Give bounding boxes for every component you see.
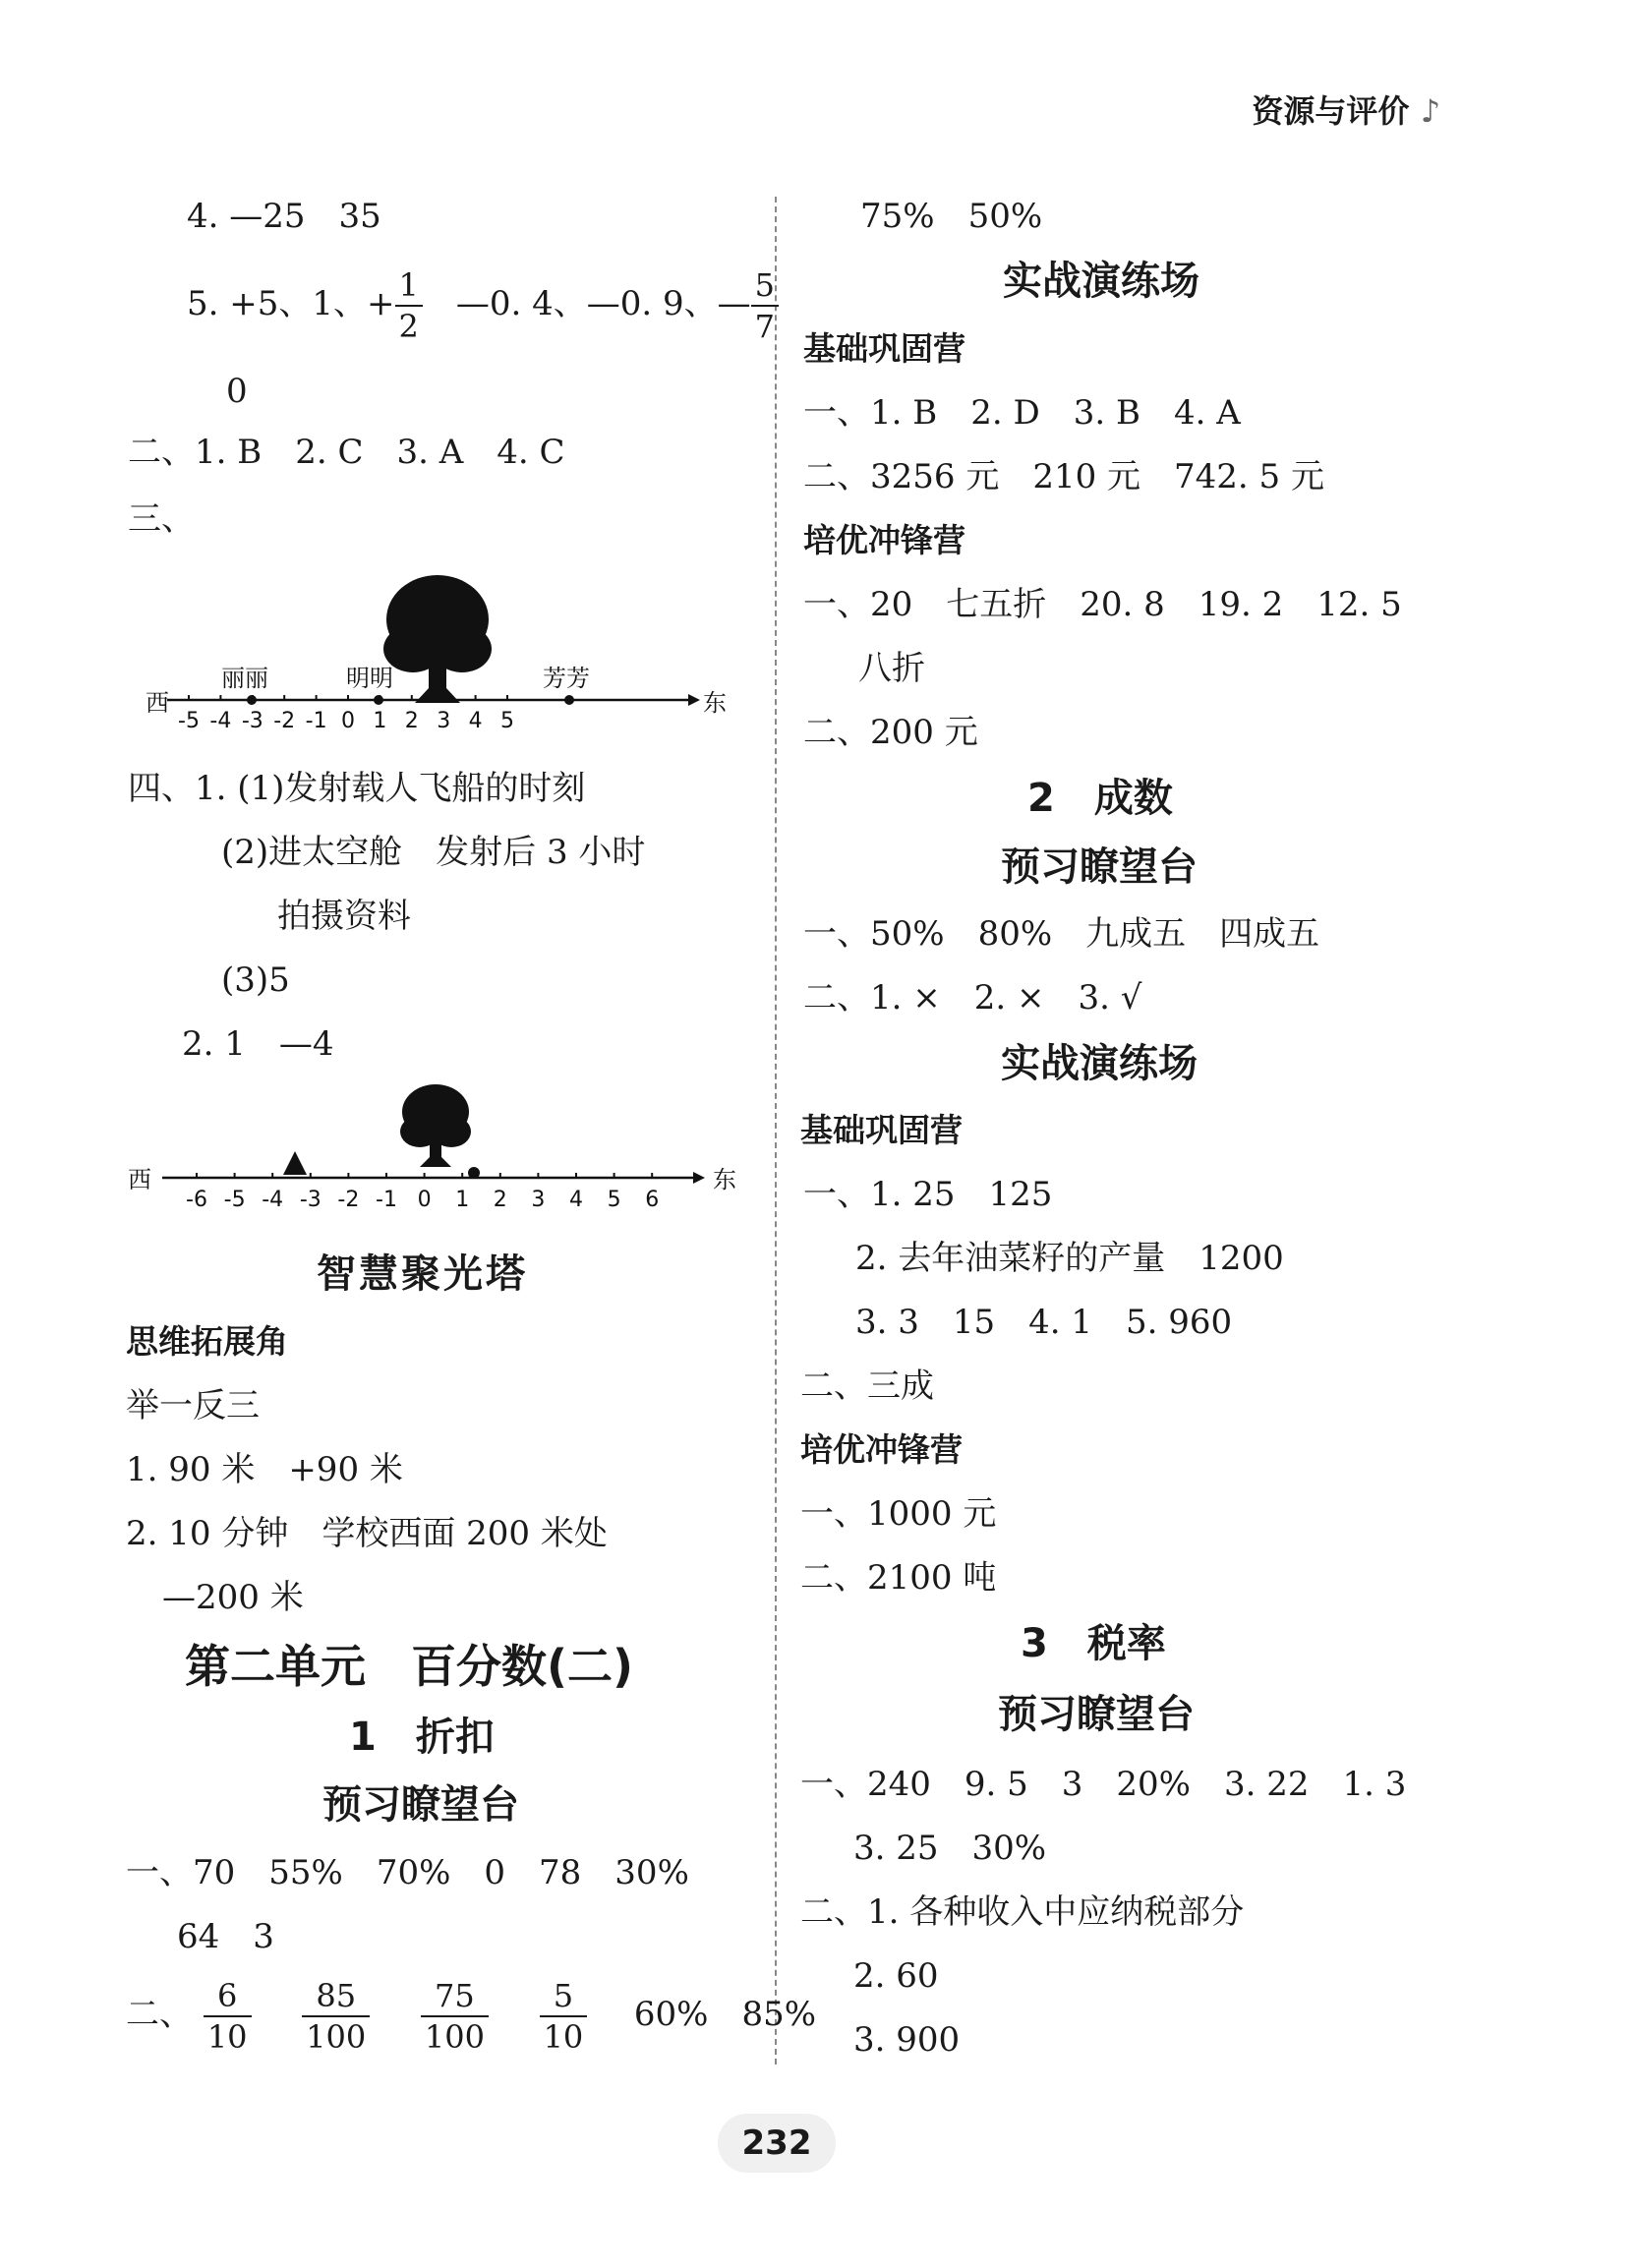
fraction-numerator: 1	[395, 265, 423, 307]
fraction	[751, 265, 779, 346]
fraction-denominator: 7	[754, 308, 775, 345]
fraction	[395, 265, 423, 346]
answer-line: 拍摄资料	[277, 897, 411, 936]
column-divider	[775, 197, 777, 2064]
answer-line: 2. 1 —4	[182, 1024, 334, 1064]
section-heading: 预习瞭望台	[322, 1782, 519, 1828]
fraction-denominator: 2	[398, 308, 419, 345]
section-heading: 预习瞭望台	[998, 1692, 1195, 1737]
answer-line: 1. 90 米 +90 米	[126, 1450, 403, 1489]
answer-text: 5. +5、1、+	[187, 284, 395, 323]
answer-line: 一、1. 25 125	[803, 1175, 1053, 1214]
answer-line: 二、三成	[800, 1367, 934, 1406]
lesson-title: 3 税率	[1021, 1621, 1166, 1666]
answer-line-fractions	[187, 265, 779, 346]
lesson-title: 2 成数	[1027, 776, 1173, 821]
tick-label: -2	[337, 1188, 360, 1212]
fraction-denominator: 100	[306, 2018, 367, 2056]
fraction-numerator: 5	[540, 1976, 588, 2017]
answer-line: 二、2100 吨	[800, 1558, 997, 1598]
answer-text: —0. 4、—0. 9、—	[422, 284, 751, 323]
tick-label: -1	[305, 709, 327, 733]
number-line-diagram-2	[123, 1076, 752, 1224]
answer-text: 二、	[126, 1995, 193, 2034]
sub-heading: 基础巩固营	[803, 329, 965, 368]
fraction	[204, 1976, 252, 2057]
tick-label: -2	[273, 709, 296, 733]
answer-line: 二、200 元	[803, 713, 978, 752]
label-mingming: 明明	[346, 665, 393, 692]
answer-line: 0	[226, 372, 248, 411]
section-heading: 智慧聚光塔	[317, 1251, 528, 1297]
header-title	[1252, 87, 1440, 132]
tick-label: 6	[645, 1188, 660, 1212]
answer-line: 一、240 9. 5 3 20% 3. 22 1. 3	[800, 1765, 1407, 1804]
tick-label: -4	[262, 1188, 284, 1212]
answer-line: 二、1. B 2. C 3. A 4. C	[128, 433, 565, 472]
fraction-denominator: 10	[543, 2018, 584, 2056]
tick-label: -4	[209, 709, 232, 733]
tick-label: -3	[241, 709, 263, 733]
west-label: 西	[146, 689, 169, 717]
answer-line: 64 3	[177, 1917, 274, 1956]
tick-label: 1	[373, 709, 387, 733]
fraction-denominator: 10	[206, 2018, 248, 2056]
sub-heading: 思维拓展角	[126, 1322, 288, 1361]
tick-label: 4	[468, 709, 483, 733]
west-label: 西	[128, 1166, 151, 1193]
triangle-marker	[283, 1151, 307, 1175]
answer-line: (2)进太空舱 发射后 3 小时	[221, 833, 646, 872]
fraction	[302, 1976, 370, 2057]
fraction	[540, 1976, 588, 2057]
east-label: 东	[703, 689, 727, 717]
point-fangfang	[564, 695, 574, 705]
answer-line: 一、70 55% 70% 0 78 30%	[126, 1853, 689, 1892]
answer-line: 一、50% 80% 九成五 四成五	[803, 914, 1320, 954]
tick-label: -3	[299, 1188, 322, 1212]
answer-line: 2. 去年油菜籽的产量 1200	[855, 1239, 1284, 1278]
answer-line: 3. 3 15 4. 1 5. 960	[855, 1303, 1233, 1342]
answer-line: 75% 50%	[860, 197, 1043, 236]
tick-label: 2	[404, 709, 419, 733]
answer-line: 三、	[128, 499, 195, 539]
tick-label: -5	[223, 1188, 246, 1212]
answer-line: 3. 900	[853, 2020, 961, 2060]
label-lili: 丽丽	[221, 665, 268, 692]
fraction-denominator: 100	[424, 2018, 485, 2056]
answer-line: 2. 10 分钟 学校西面 200 米处	[126, 1514, 608, 1553]
answer-line: 四、1. (1)发射载人飞船的时刻	[128, 769, 586, 808]
point-marker	[468, 1167, 480, 1179]
tick-label: 4	[569, 1188, 583, 1212]
section-heading: 实战演练场	[1001, 1041, 1198, 1086]
number-line-diagram-1	[138, 551, 747, 747]
tree-icon	[400, 1084, 471, 1167]
tick-label: 3	[531, 1188, 546, 1212]
point-lili	[247, 695, 257, 705]
answer-line-fractions	[126, 1976, 816, 2057]
tick-label: 5	[607, 1188, 621, 1212]
tick-label: 0	[417, 1188, 432, 1212]
tick-label: 3	[437, 709, 451, 733]
answer-line: (3)5	[221, 960, 290, 1000]
answer-line: 二、1. × 2. × 3. √	[803, 978, 1142, 1018]
answer-line: 一、20 七五折 20. 8 19. 2 12. 5	[803, 585, 1402, 624]
sub-heading: 培优冲锋营	[803, 521, 965, 559]
answer-line: 二、1. 各种收入中应纳税部分	[800, 1892, 1245, 1932]
section-heading: 实战演练场	[1003, 259, 1199, 304]
arrow-head	[693, 1172, 705, 1184]
tick-label: 0	[341, 709, 355, 733]
section-heading: 预习瞭望台	[1001, 844, 1198, 890]
answer-line: 2. 60	[853, 1956, 939, 1996]
answer-text: 60% 85%	[633, 1995, 817, 2034]
point-mingming	[374, 695, 383, 705]
fraction-numerator: 5	[751, 265, 779, 307]
answer-line: 3. 25 30%	[853, 1829, 1047, 1868]
unit-title: 第二单元 百分数(二)	[185, 1640, 634, 1693]
lesson-title: 1 折扣	[349, 1715, 495, 1760]
answer-line: 二、3256 元 210 元 742. 5 元	[803, 457, 1324, 496]
tick-label: -5	[178, 709, 200, 733]
tick-label: -6	[186, 1188, 207, 1212]
answer-line: 4. —25 35	[187, 197, 381, 236]
tick-label: 1	[455, 1188, 470, 1212]
answer-line: 八折	[858, 649, 925, 688]
sub-heading: 基础巩固营	[800, 1111, 963, 1149]
answer-line: 一、1000 元	[800, 1494, 997, 1534]
east-label: 东	[713, 1166, 736, 1193]
arrow-head	[688, 694, 700, 706]
tick-label: 5	[500, 709, 514, 733]
fraction-numerator: 6	[204, 1976, 252, 2017]
answer-line: —200 米	[162, 1578, 304, 1617]
tick-label: -1	[376, 1188, 397, 1212]
answer-line: 举一反三	[126, 1386, 260, 1425]
answer-line: 一、1. B 2. D 3. B 4. A	[803, 393, 1241, 433]
label-fangfang: 芳芳	[543, 665, 590, 692]
tree-icon	[383, 575, 492, 703]
fraction-numerator: 75	[421, 1976, 489, 2017]
sub-heading: 培优冲锋营	[800, 1430, 963, 1469]
fraction	[421, 1976, 489, 2057]
trumpet-icon: ♪	[1420, 92, 1440, 130]
page-number: 232	[741, 2123, 812, 2163]
header-title-text: 资源与评价	[1252, 92, 1410, 130]
fraction-numerator: 85	[302, 1976, 370, 2017]
tick-label: 2	[493, 1188, 507, 1212]
